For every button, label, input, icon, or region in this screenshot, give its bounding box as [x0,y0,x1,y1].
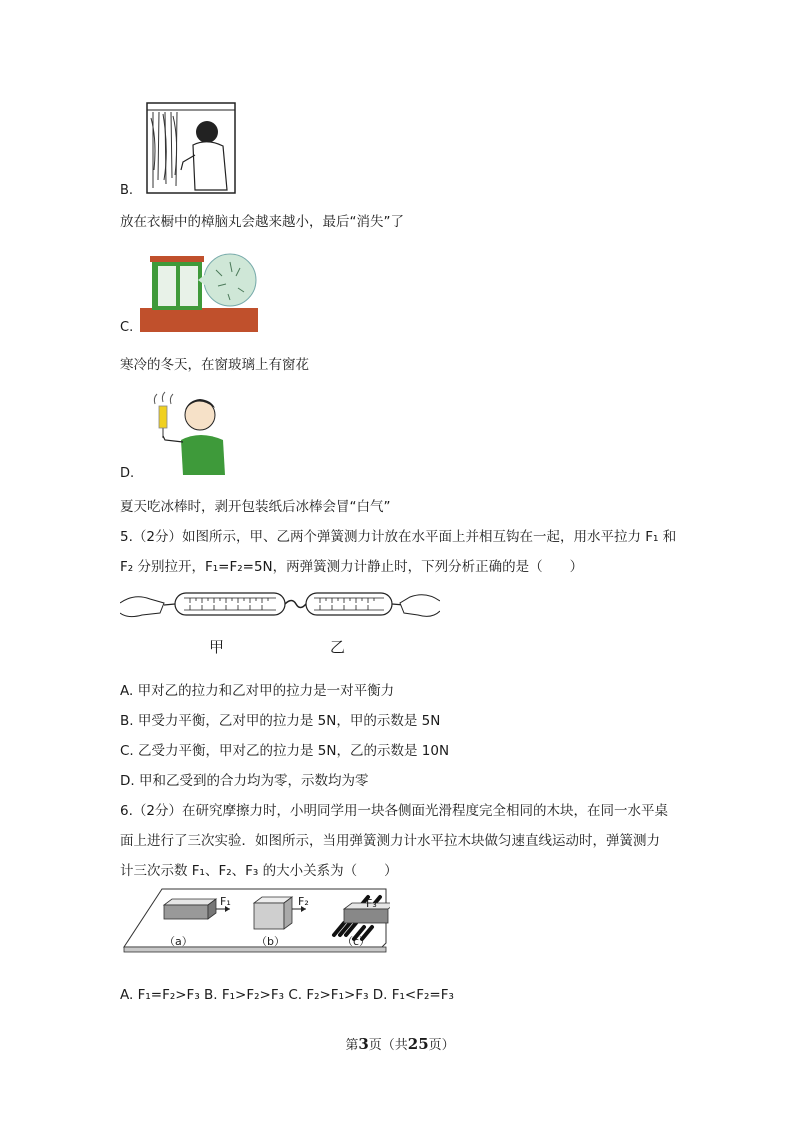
q5-stem-line-2: F₂ 分别拉开，F₁=F₂=5N，两弹簧测力计静止时，下列分析正确的是（ ） [120,559,584,575]
force-f2-label: F₂ [298,895,309,908]
footer-middle: 页（共 [368,1038,408,1053]
q6-stem-line-1: 6.（2分）在研究摩擦力时，小明同学用一块各侧面光滑程度完全相同的木块，在同一水平桌 [120,803,668,819]
page-footer [0,1034,800,1053]
option-d-text: 夏天吃冰棒时，剥开包装纸后冰棒会冒“白气” [120,499,391,515]
option-b-label: B. [120,183,134,198]
scale-yi-label: 乙 [330,638,346,656]
footer-total-pages: 25 [407,1035,429,1053]
figure-friction-blocks [120,887,390,955]
option-c-text: 寒冷的冬天，在窗玻璃上有窗花 [120,357,309,373]
figure-spring-scales [120,585,440,635]
force-f3-label: F₃ [366,897,377,910]
force-f1-label: F₁ [220,895,231,908]
q6-stem-line-3: 计三次示数 F₁、F₂、F₃ 的大小关系为（ ） [120,863,398,879]
footer-suffix: 页） [428,1038,455,1053]
option-b-text: 放在衣橱中的樟脑丸会越来越小，最后“消失”了 [120,214,404,230]
figure-ice-pop-boy [145,390,235,475]
figure-wardrobe [145,100,237,195]
q5-stem-line-1: 5.（2分）如图所示，甲、乙两个弹簧测力计放在水平面上并相互钩在一起，用水平拉力 F₁ 和 [120,529,677,545]
figure-frosted-window [140,250,258,332]
block-a-label: （a） [164,935,193,948]
block-c-label: （c） [342,935,371,948]
footer-prefix: 第 [345,1038,359,1053]
q5-option-c: C. 乙受力平衡，甲对乙的拉力是 5N，乙的示数是 10N [120,743,450,759]
q5-option-b: B. 甲受力平衡，乙对甲的拉力是 5N，甲的示数是 5N [120,713,441,729]
option-c-label: C. [120,320,134,335]
q6-options: A. F₁=F₂>F₃ B. F₁>F₂>F₃ C. F₂>F₁>F₃ D. F₁<F₂=F₃ [120,987,454,1003]
option-d-label: D. [120,466,135,481]
q5-option-a: A. 甲对乙的拉力和乙对甲的拉力是一对平衡力 [120,683,395,699]
scale-jia-label: 甲 [209,638,225,656]
footer-page-number: 3 [358,1035,369,1053]
block-b-label: （b） [256,935,285,948]
q5-option-d: D. 甲和乙受到的合力均为零，示数均为零 [120,773,369,789]
q6-stem-line-2: 面上进行了三次实验．如图所示，当用弹簧测力计水平拉木块做匀速直线运动时，弹簧测力 [120,833,660,849]
